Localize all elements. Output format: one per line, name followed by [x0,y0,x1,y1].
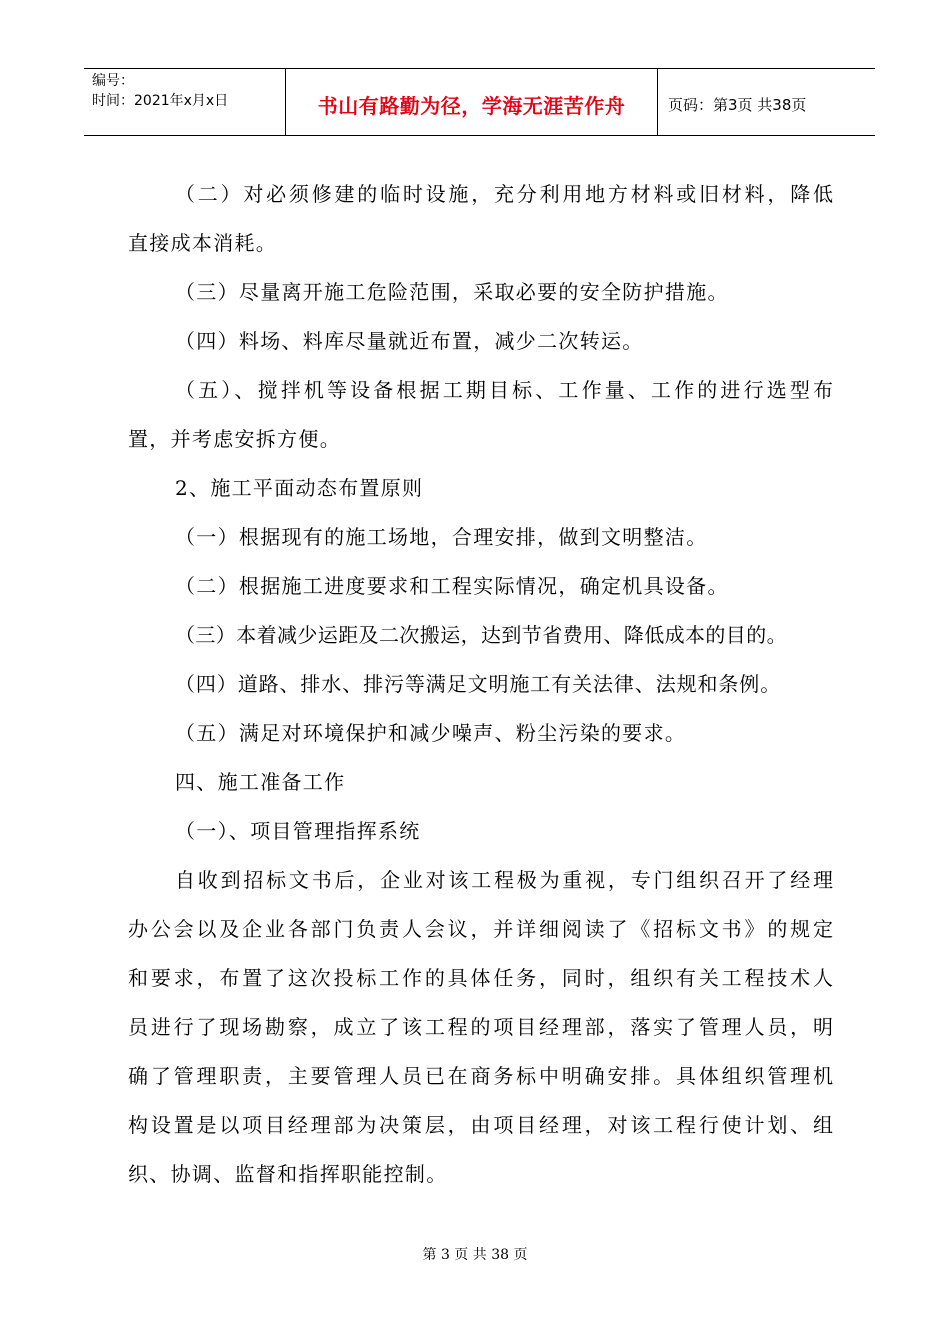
header-motto-cell [286,69,658,135]
paragraph-line: 确了管理职责，主要管理人员已在商务标中明确安排。具体组织管理机 [128,1064,833,1088]
paragraph-line: （五）满足对环境保护和减少噪声、粉尘污染的要求。 [175,721,687,745]
paragraph-line: 自收到招标文书后，企业对该工程极为重视，专门组织召开了经理 [175,868,833,892]
paragraph-line: （二）对必须修建的临时设施，充分利用地方材料或旧材料，降低 [175,182,833,206]
paragraph-line: 构设置是以项目经理部为决策层，由项目经理，对该工程行使计划、组 [128,1113,833,1137]
paragraph-line: （一）根据现有的施工场地，合理安排，做到文明整洁。 [175,525,708,549]
paragraph-line: 员进行了现场勘察，成立了该工程的项目经理部，落实了管理人员，明 [128,1015,833,1039]
paragraph-line: （四）料场、料库尽量就近布置，减少二次转运。 [175,329,644,353]
document-number-label: 编号： [92,73,134,89]
paragraph-line: （二）根据施工进度要求和工程实际情况，确定机具设备。 [175,574,729,598]
section-heading: 四、施工准备工作 [175,770,346,794]
page-footer: 第 3 页 共 38 页 [422,1247,528,1263]
paragraph-line: （三）本着减少运距及二次搬运，达到节省费用、降低成本的目的。 [175,623,787,647]
paragraph-line: （三）尽量离开施工危险范围，采取必要的安全防护措施。 [175,280,729,304]
paragraph-line: 置，并考虑安拆方便。 [128,427,341,451]
paragraph-line: 直接成本消耗。 [128,231,278,255]
paragraph-line: 织、协调、监督和指挥职能控制。 [128,1162,448,1186]
section-heading: 2、施工平面动态布置原则 [175,476,424,500]
subsection-heading: （一）、项目管理指挥系统 [175,819,421,843]
header-motto: 书山有路勤为径，学海无涯苦作舟 [317,93,626,118]
paragraph-line: （四）道路、排水、排污等满足文明施工有关法律、法规和条例。 [175,672,782,696]
document-date-label: 时间：2021年x月x日 [92,93,229,109]
paragraph-line: （五）、搅拌机等设备根据工期目标、工作量、工作的进行选型布 [175,378,833,402]
paragraph-line: 办公会以及企业各部门负责人会议，并详细阅读了《招标文书》的规定 [128,917,833,941]
document-body [128,170,833,1199]
paragraph-line: 和要求，布置了这次投标工作的具体任务，同时，组织有关工程技术人 [128,966,833,990]
header-meta-cell [84,69,286,135]
header-page-number: 页码：第3页 共38页 [668,95,807,114]
header-page-cell [658,69,875,135]
document-header [84,68,875,136]
